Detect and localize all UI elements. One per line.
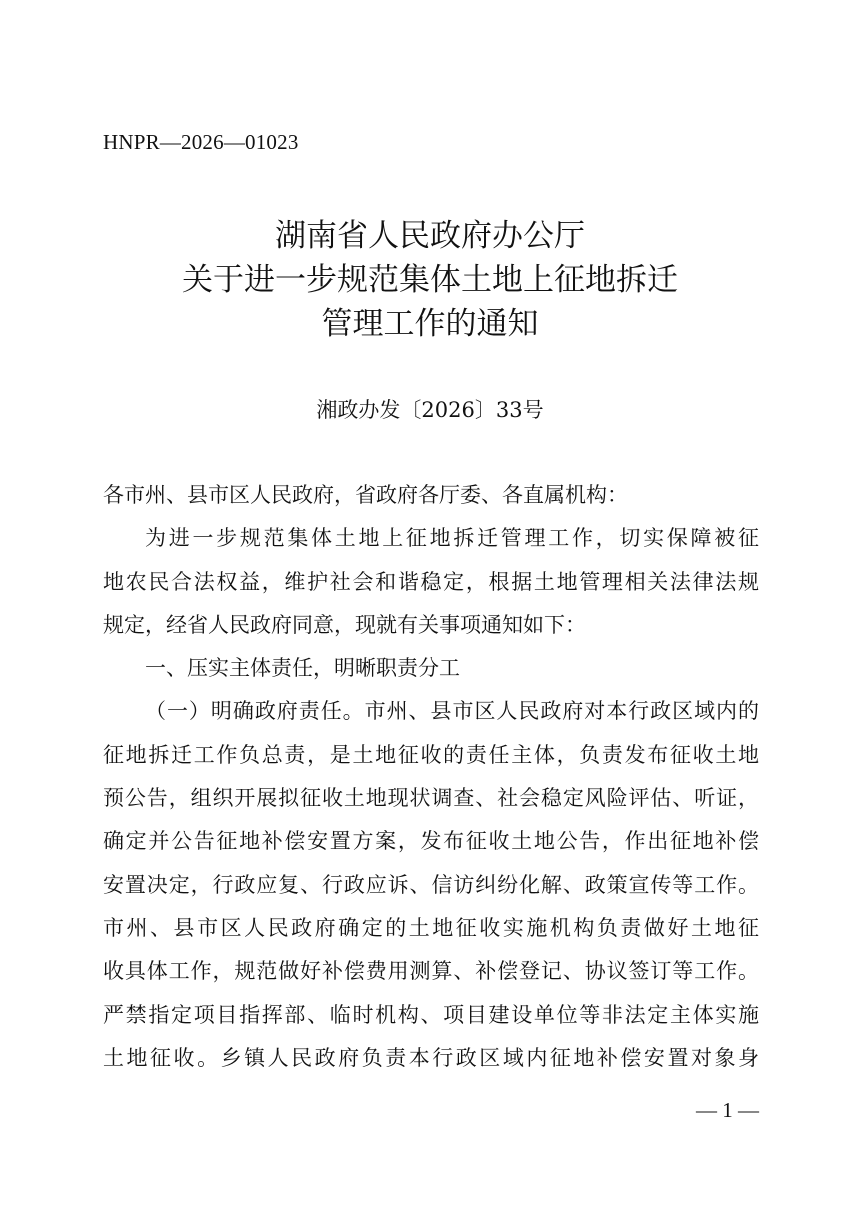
body-line: （一）明确政府责任。市州、县市区人民政府对本行政区域内的 — [145, 699, 759, 724]
body-line: 安置决定，行政应复、行政应诉、信访纠纷化解、政策宣传等工作。 — [103, 872, 759, 897]
title-line-3: 管理工作的通知 — [321, 306, 539, 342]
body-line: 预公告，组织开展拟征收土地现状调查、社会稳定风险评估、听证， — [103, 786, 759, 811]
body-line: 为进一步规范集体土地上征地拆迁管理工作，切实保障被征 — [145, 526, 759, 551]
salutation: 各市州、县市区人民政府，省政府各厅委、各直属机构： — [103, 483, 628, 507]
document-title — [0, 214, 860, 346]
issue-number: 湘政办发〔2026〕33号 — [316, 398, 544, 422]
body-line: 地农民合法权益，维护社会和谐稳定，根据土地管理相关法律法规 — [103, 569, 759, 594]
body-line: 确定并公告征地补偿安置方案，发布征收土地公告，作出征地补偿 — [103, 829, 759, 854]
body-line: 土地征收。乡镇人民政府负责本行政区域内征地补偿安置对象身 — [103, 1045, 759, 1070]
body-line: 收具体工作，规范做好补偿费用测算、补偿登记、协议签订等工作。 — [103, 959, 759, 984]
body-line: 严禁指定项目指挥部、临时机构、项目建设单位等非法定主体实施 — [103, 1002, 759, 1027]
title-line-1: 湖南省人民政府办公厅 — [275, 218, 585, 254]
section-heading: 一、压实主体责任，明晰职责分工 — [145, 656, 460, 681]
body-line: 市州、县市区人民政府确定的土地征收实施机构负责做好土地征 — [103, 915, 759, 940]
title-line-2: 关于进一步规范集体土地上征地拆迁 — [182, 262, 678, 298]
body-line: 规定，经省人民政府同意，现就有关事项通知如下： — [103, 612, 586, 637]
document-number: HNPR—2026—01023 — [103, 130, 299, 154]
body-line: 征地拆迁工作负总责，是土地征收的责任主体，负责发布征收土地 — [103, 742, 759, 767]
document-body — [103, 474, 759, 1080]
page-number: — 1 — — [696, 1098, 759, 1122]
